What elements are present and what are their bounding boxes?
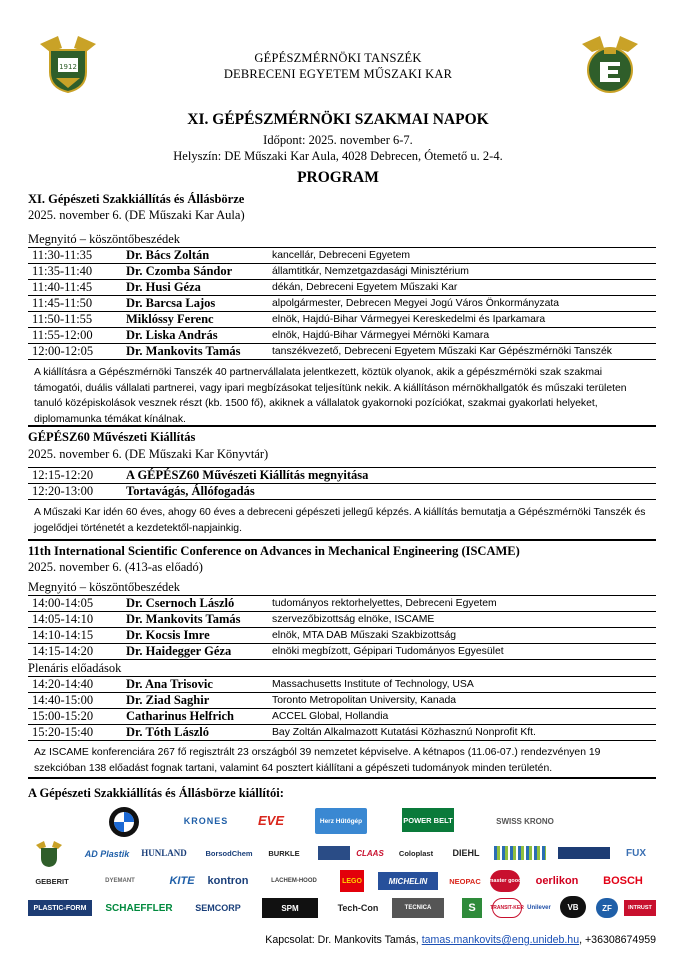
krones-logo: KRONES (183, 816, 229, 826)
speaker-name: Miklóssy Ferenc (122, 312, 268, 328)
section3-group1-label: Megnyitó – köszöntőbeszédek (28, 580, 181, 594)
intrust-logo: INTRUST (624, 900, 656, 916)
bmw-roundel-icon (108, 806, 140, 838)
contact-email-link[interactable]: tamas.mankovits@eng.unideb.hu (421, 934, 580, 946)
green-s-logo: S (462, 898, 482, 918)
schaeffler-logo: SCHAEFFLER (105, 902, 173, 914)
section2-divider (28, 539, 656, 541)
geberit-logo: GEBERIT (35, 876, 69, 886)
section2-note: A Műszaki Kar idén 60 éves, ahogy 60 éves a debreceni gépészeti jellegű képzés. A kiállítás bemutatja a Gépészmérnöki Tanszék és jogelődjei történetét a kezdetektől-napjainkig. (34, 507, 646, 534)
schedule-row (28, 709, 656, 725)
tecnica-logo: TECNICA (392, 898, 444, 918)
section2-schedule-table (28, 467, 656, 500)
section3-group2-label: Plenáris előadások (28, 661, 122, 675)
event-info (0, 132, 676, 164)
svg-text:1912: 1912 (59, 63, 77, 71)
speaker-name: Dr. Mankovits Tamás (122, 344, 268, 360)
claas-logo: CLAAS (356, 848, 384, 858)
schedule-row (28, 280, 656, 296)
speaker-role: tanszékvezető, Debreceni Egyetem Műszaki Kar Gépészmérnöki Tanszék (268, 344, 656, 360)
schedule-row (28, 484, 656, 500)
section2-title: GÉPÉSZ60 Művészeti Kiállítás (28, 430, 196, 444)
schedule-row (28, 468, 656, 484)
eve-logo: EVE (257, 812, 284, 828)
schedule-row (28, 296, 656, 312)
dyemant-logo: DYEMANT (105, 878, 135, 884)
department-name: GÉPÉSZMÉRNÖKI TANSZÉK (254, 51, 422, 65)
kite-logo: KITE (169, 875, 195, 887)
section1-divider (28, 425, 656, 427)
section1-group-label: Megnyitó – köszöntőbeszédek (28, 232, 181, 246)
schedule-row (28, 628, 656, 644)
speaker-name: Dr. Bács Zoltán (122, 248, 268, 264)
section3-subtitle: 2025. november 6. (413-as előadó) (28, 560, 203, 574)
event-title: XI. GÉPÉSZMÉRNÖKI SZAKMAI NAPOK (187, 111, 489, 128)
herz-logo: Herz Hűtőgép (315, 808, 367, 834)
techcon-logo: Tech-Con (337, 903, 379, 913)
schedule-row (28, 328, 656, 344)
slot-time: 11:50-11:55 (28, 312, 122, 328)
michelin-logo: MICHELIN (378, 872, 438, 890)
mastergood-logo: master good (490, 870, 520, 892)
unilever-logo: Unilever (527, 905, 551, 911)
section2-subtitle: 2025. november 6. (DE Műszaki Kar Könyvtár) (28, 447, 269, 461)
contact-phone: , +36308674959 (579, 934, 656, 946)
faculty-name: DEBRECENI EGYETEM MŰSZAKI KAR (223, 67, 453, 81)
event-place: Helyszín: DE Műszaki Kar Aula, 4028 Debrecen, Ótemető u. 2-4. (173, 149, 503, 163)
fux-logo: FUX (626, 847, 646, 859)
schedule-row (28, 312, 656, 328)
diehl-logo: DIEHL (452, 848, 480, 858)
speaker-name: Dr. Haidegger Géza (122, 644, 268, 660)
schedule-row (28, 248, 656, 264)
bmw-logo (108, 806, 140, 838)
section3-plenary-table (28, 676, 656, 741)
slot-time: 12:00-12:05 (28, 344, 122, 360)
semcorp-logo: SEMCORP (195, 903, 241, 913)
slot-time: 12:15-12:20 (28, 468, 122, 484)
powerbelt-logo: POWER BELT (402, 808, 454, 832)
schedule-row (28, 344, 656, 360)
exhibitors-title: A Gépészeti Szakkiállítás és Állásbörze kiállítói: (28, 786, 284, 800)
speaker-name: Dr. Barcsa Lajos (122, 296, 268, 312)
oerlikon-logo: oerlikon (535, 875, 579, 887)
slot-time: 14:20-14:40 (28, 677, 122, 693)
speaker-role: alpolgármester, Debrecen Megyei Jogú Város Önkormányzata (268, 296, 656, 312)
speaker-role: ACCEL Global, Hollandia (268, 709, 656, 725)
section1-title: XI. Gépészeti Szakkiállítás és Állásbörze (28, 192, 245, 206)
speaker-role: Toronto Metropolitan University, Kanada (268, 693, 656, 709)
section1-subtitle: 2025. november 6. (DE Műszaki Kar Aula) (28, 208, 245, 222)
schedule-row (28, 644, 656, 660)
swisskrono-logo: SWISS KRONO (496, 816, 554, 826)
zf-logo: ZF (596, 898, 618, 918)
speaker-name: Dr. Kocsis Imre (122, 628, 268, 644)
slot-description: Tortavágás, Állófogadás (122, 484, 656, 500)
section3-title: 11th International Scientific Conference on Advances in Mechanical Engineering (ISCAME) (28, 544, 520, 558)
schedule-row (28, 596, 656, 612)
slot-time: 14:40-15:00 (28, 693, 122, 709)
transitker-logo: TRANSIT-KER (492, 898, 522, 918)
slot-time: 14:15-14:20 (28, 644, 122, 660)
speaker-name: Dr. Csernoch László (122, 596, 268, 612)
speaker-role: elnök, MTA DAB Műszaki Szakbizottság (268, 628, 656, 644)
contact-prefix: Kapcsolat: Dr. Mankovits Tamás, (265, 934, 419, 946)
slot-time: 11:30-11:35 (28, 248, 122, 264)
lachem-hood-logo: LACHEM-HOOD (271, 878, 317, 884)
speaker-name: Dr. Liska András (122, 328, 268, 344)
slot-description: A GÉPÉSZ60 Művészeti Kiállítás megnyitása (122, 468, 656, 484)
speaker-role: dékán, Debreceni Egyetem Műszaki Kar (268, 280, 656, 296)
vb-logo: VB (560, 896, 586, 918)
burkle-logo: BURKLE (268, 848, 300, 858)
section3-divider (28, 777, 656, 779)
slot-time: 14:00-14:05 (28, 596, 122, 612)
spm-logo: SPM (262, 898, 318, 918)
slot-time: 15:00-15:20 (28, 709, 122, 725)
faculty-small-emblem-icon (34, 840, 64, 868)
section3-note: Az ISCAME konferenciára 267 fő regisztrált 23 országból 39 nemzetet képviselve. A kétnapos (11.06-07.) rendezvényen 19 szekcióban 138 előadást fognak tartani, valamint 64 posztert kiállítani a gépészeti tudományok minden területén. (34, 747, 601, 774)
adplastik-logo: AD Plastik (84, 849, 130, 859)
institution-header (0, 50, 676, 82)
borsodchem-logo: BorsodChem (205, 848, 253, 858)
slot-time: 15:20-15:40 (28, 725, 122, 741)
section1-note: A kiállításra a Gépészmérnöki Tanszék 40 partnervállalata jelentkezett, köztük olyanok, akik a gépészmérnöki szak szakmai támogatói, duális vállalati partnerei, vagy ipari megbízásokat teljesítünk nekik. A kiállításon mérnökhallgatók és műszaki területen tanuló középiskolások vesznek részt (kb. 1500 fő), akiknek a vállalatok gyakornoki pozíciókat, szakmai gyakorlati helyeket, diplomamunka témákat kínálnak. (34, 367, 627, 425)
plasticform-logo: PLASTIC-FORM (28, 900, 92, 916)
speaker-name: Dr. Tóth László (122, 725, 268, 741)
speaker-role: államtitkár, Nemzetgazdasági Minisztérium (268, 264, 656, 280)
speaker-name: Dr. Czomba Sándor (122, 264, 268, 280)
slot-time: 14:10-14:15 (28, 628, 122, 644)
hunland-logo: HUNLAND (141, 848, 187, 858)
kontron-logo: kontron (207, 875, 249, 887)
section1-schedule-table (28, 247, 656, 360)
bosch-logo: BOSCH (603, 875, 643, 887)
speaker-role: elnöki megbízott, Gépipari Tudományos Egyesület (268, 644, 656, 660)
speaker-name: Dr. Mankovits Tamás (122, 612, 268, 628)
slot-time: 11:45-11:50 (28, 296, 122, 312)
program-heading: PROGRAM (297, 169, 379, 186)
lego-logo: LEGO (340, 870, 364, 892)
navy-bar-logo (318, 846, 350, 860)
schedule-row (28, 693, 656, 709)
schedule-row (28, 612, 656, 628)
event-time: Időpont: 2025. november 6-7. (263, 133, 413, 147)
speaker-role: elnök, Hajdú-Bihar Vármegyei Kereskedelmi és Iparkamara (268, 312, 656, 328)
speaker-role: Massachusetts Institute of Technology, USA (268, 677, 656, 693)
slot-time: 11:55-12:00 (28, 328, 122, 344)
slot-time: 11:40-11:45 (28, 280, 122, 296)
speaker-name: Dr. Ziad Saghir (122, 693, 268, 709)
mosaic-logo (494, 846, 546, 860)
schedule-row (28, 677, 656, 693)
contact-line (265, 934, 656, 946)
speaker-name: Dr. Ana Trisovic (122, 677, 268, 693)
speaker-name: Catharinus Helfrich (122, 709, 268, 725)
slot-time: 14:05-14:10 (28, 612, 122, 628)
neopac-logo: NEOPAC (449, 876, 481, 886)
speaker-role: tudományos rektorhelyettes, Debreceni Egyetem (268, 596, 656, 612)
slot-time: 11:35-11:40 (28, 264, 122, 280)
speaker-role: kancellár, Debreceni Egyetem (268, 248, 656, 264)
speaker-role: Bay Zoltán Alkalmazott Kutatási Közhasznú Nonprofit Kft. (268, 725, 656, 741)
speaker-role: elnök, Hajdú-Bihar Vármegyei Mérnöki Kamara (268, 328, 656, 344)
section3-opening-table (28, 595, 656, 660)
slot-time: 12:20-13:00 (28, 484, 122, 500)
schedule-row (28, 264, 656, 280)
speaker-name: Dr. Husi Géza (122, 280, 268, 296)
schedule-row (28, 725, 656, 741)
coloplast-logo: Coloplast (398, 848, 434, 858)
blue-band-logo (558, 847, 610, 859)
speaker-role: szervezőbizottság elnöke, ISCAME (268, 612, 656, 628)
